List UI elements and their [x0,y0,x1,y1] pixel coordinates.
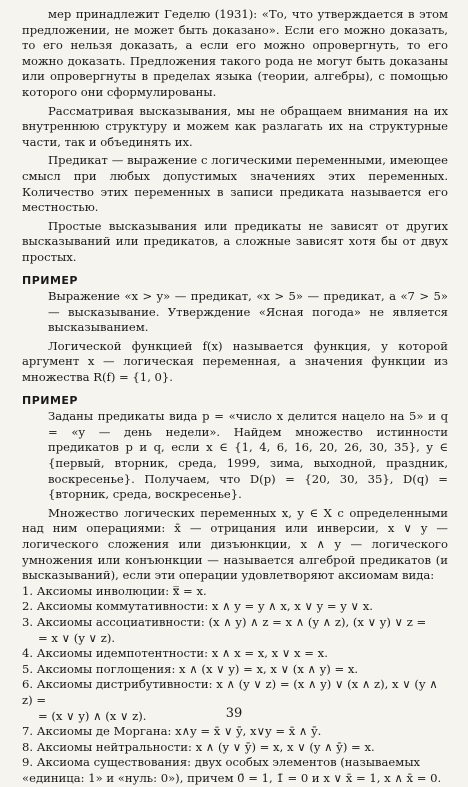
paragraph-logical-function: Логической функцией f(x) называется функция, у которой аргумент x — логическая переменная, а значения функции из множества R(f) = {1, 0}. [22,338,448,385]
axiom-absorption: 5. Аксиомы поглощения: x ∧ (x ∨ y) = x, x ∨ (x ∧ y) = x. [22,661,359,676]
axiom-commutativity: 2. Аксиомы коммутативности: x ∧ y = y ∧ x, x ∨ y = y ∨ x. [22,599,373,614]
axiom-distributivity-line-2: = (x ∨ y) ∧ (x ∨ z). [38,708,147,723]
axiom-idempotence: 4. Аксиомы идемпотентности: x ∧ x = x, x ∨ x = x. [22,646,328,661]
page-number: 39 [225,706,243,721]
axiom-associativity [22,615,448,646]
example-heading-1: ПРИМЕР [22,273,78,287]
example-heading-2: ПРИМЕР [22,393,78,407]
axiom-distributivity-line-1: 6. Аксиомы дистрибутивности: x ∧ (y ∨ z) = (x ∧ y) ∨ (x ∧ z), x ∨ (y ∧ z) = [22,677,438,707]
paragraph-predicate-algebra: Множество логических переменных x, y ∈ X с определенными над ним операциями: x̄ — отрицания или инверсии, x ∨ y — логического сложения или дизъюнкции, x ∧ y — логического умножения или конъюнкции — называется алгеброй предикатов (и высказываний), если эти операции удовлетворяют аксиомам вида: [22,505,448,583]
axiom-existence: 9. Аксиома существования: двух особых элементов (называемых «единица: 1» и «нуль: 0»), причем 0̄ = 1, 1̄ = 0 и x ∨ x̄ = 1, x ∧ x̄ = 0. [22,755,442,785]
axiom-involution: 1. Аксиомы инволюции: x̿ = x. [22,583,207,598]
example-2-text: Заданы предикаты вида p = «число x делится нацело на 5» и q = «y — день недели». Найдем множество истинности предикатов p и q, если x ∈ {1, 4, 6, 16, 20, 26, 30, 35}, y ∈ {первый, вторник, среда, 1999, зима, выходной, праздник, воскресенье}. Получаем, что D(p) = {20, 30, 35}, D(q) = {вторник, среда, воскресенье}. [48,409,448,502]
axiom-associativity-line-1: 3. Аксиомы ассоциативности: (x ∧ y) ∧ z = x ∧ (y ∧ z), (x ∨ y) ∨ z = [22,614,427,629]
axiom-neutrality: 8. Аксиомы нейтральности: x ∧ (y ∨ ȳ) = x, x ∨ (y ∧ ȳ) = x. [22,739,375,754]
example-1-text: Выражение «x > y» — предикат, «x > 5» — предикат, а «7 > 5» — высказывание. Утверждение «Ясная погода» не является высказыванием. [48,289,448,335]
paragraph-statements: Рассматривая высказывания, мы не обращаем внимания на их внутреннюю структуру и можем как разлагать их на структурные части, так и объединять их. [22,103,448,149]
axiom-associativity-line-2: = x ∨ (y ∨ z). [38,630,116,645]
axioms-list [22,584,448,787]
paragraph-simple-statements: Простые высказывания или предикаты не зависят от других высказываний или предикатов, а сложные зависят хотя бы от двух простых. [22,218,448,264]
axiom-de-morgan: 7. Аксиомы де Моргана: x∧y = x̄ ∨ ȳ, x∨y = x̄ ∧ ȳ. [22,724,322,739]
paragraph-godel: мер принадлежит Геделю (1931): «То, что утверждается в этом предложении, не может быть доказано». Если его можно доказать, то его нельзя доказать, а если его можно опровергнуть, то его можно доказать. Предложения такого рода не могут быть доказаны или опровергнуты в пределах языка (теории, алгебры), с помощью которого они сформулированы. [22,7,448,99]
paragraph-predicate-definition: Предикат — выражение с логическими переменными, имеющее смысл при любых допустимых значениях этих переменных. Количество этих переменных в записи предиката называется его местностью. [22,153,448,215]
